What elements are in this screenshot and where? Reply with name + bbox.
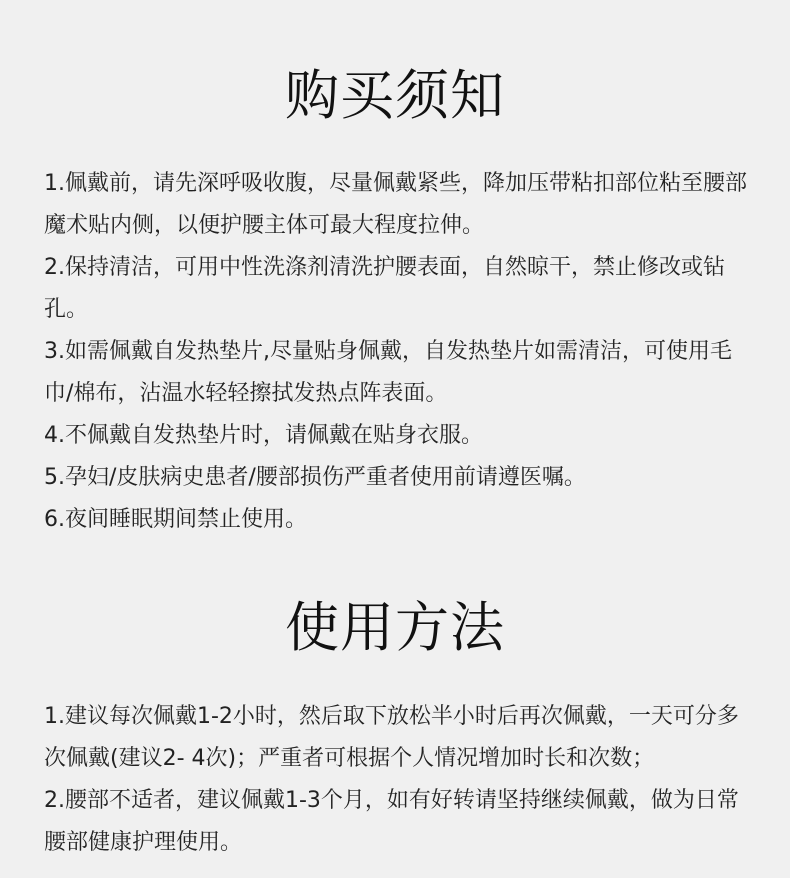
purchase-notice-list (44, 163, 749, 541)
notice-item-3: 3.如需佩戴自发热垫片,尽量贴身佩戴，自发热垫片如需清洁，可使用毛巾/棉布，沾温水轻轻擦拭发热点阵表面。 (44, 339, 732, 406)
usage-method-title: 使用方法 (285, 596, 505, 659)
usage-method-list (44, 696, 749, 864)
purchase-notice-title: 购买须知 (285, 64, 505, 127)
notice-item-1: 1.佩戴前，请先深呼吸收腹，尽量佩戴紧些，降加压带粘扣部位粘至腰部魔术贴内侧，以便护腰主体可最大程度拉伸。 (44, 171, 747, 238)
notice-item-6: 6.夜间睡眠期间禁止使用。 (44, 507, 307, 532)
notice-item-5: 5.孕妇/皮肤病史患者/腰部损伤严重者使用前请遵医嘱。 (44, 465, 586, 490)
usage-item-2: 2.腰部不适者，建议佩戴1-3个月，如有好转请坚持继续佩戴，做为日常腰部健康护理使用。 (44, 788, 739, 855)
notice-item-2: 2.保持清洁，可用中性洗涤剂清洗护腰表面，自然晾干，禁止修改或钻孔。 (44, 255, 725, 322)
usage-item-1: 1.建议每次佩戴1-2小时，然后取下放松半小时后再次佩戴，一天可分多次佩戴(建议2- 4次)；严重者可根据个人情况增加时长和次数； (44, 704, 739, 771)
notice-item-4: 4.不佩戴自发热垫片时，请佩戴在贴身衣服。 (44, 423, 483, 448)
